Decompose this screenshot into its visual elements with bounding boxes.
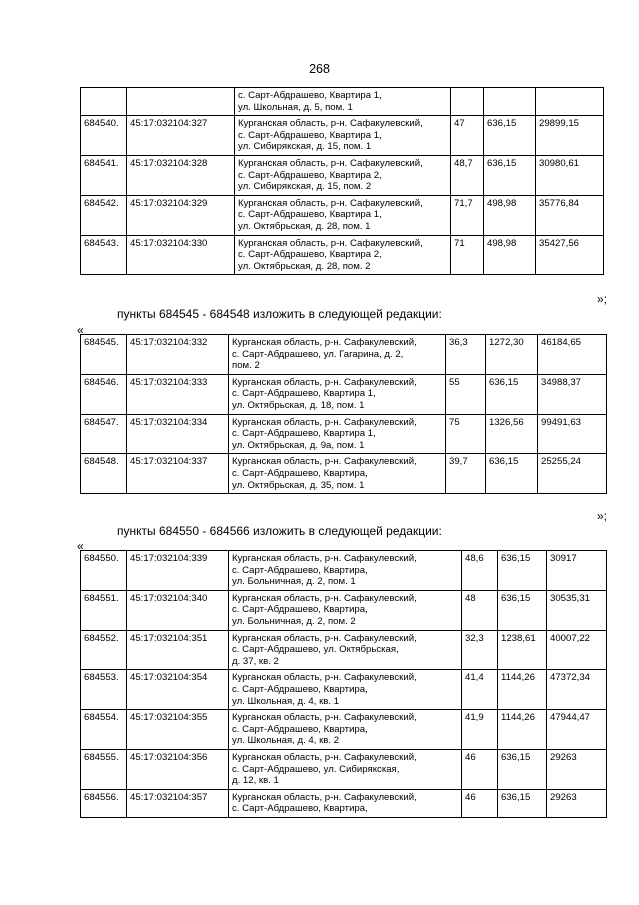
area-cell: 71,7 <box>451 195 484 235</box>
table-row <box>81 630 607 670</box>
row-number: 684547. <box>81 414 127 454</box>
row-number: 684548. <box>81 454 127 494</box>
value-cell: 30980,61 <box>536 155 604 195</box>
row-number: 684546. <box>81 374 127 414</box>
address-line: с. Сарт-Абдрашево, ул. Сибирякская, <box>232 763 400 775</box>
area-cell: 46 <box>462 749 498 789</box>
value-cell: 47372,34 <box>547 670 607 710</box>
address-line: пом. 2 <box>232 360 260 372</box>
row-number: 684551. <box>81 590 127 630</box>
area-cell: 48 <box>462 590 498 630</box>
amendment-paragraph: пункты 684550 - 684566 изложить в следующей редакции: <box>117 524 442 538</box>
page-number: 268 <box>309 62 330 76</box>
cadastral-number: 45:17:032104:333 <box>127 374 229 414</box>
rate-cell: 636,15 <box>486 374 538 414</box>
rate-cell: 1144,26 <box>498 670 547 710</box>
area-cell: 48,7 <box>451 155 484 195</box>
value-cell: 29263 <box>547 789 607 817</box>
row-number: 684553. <box>81 670 127 710</box>
row-number: 684541. <box>81 155 127 195</box>
table-row <box>81 590 607 630</box>
table-row <box>81 749 607 789</box>
cadastral-number: 45:17:032104:357 <box>127 789 229 817</box>
rate-cell: 1326,56 <box>486 414 538 454</box>
address-cell <box>229 335 446 375</box>
area-cell: 55 <box>446 374 486 414</box>
row-number: 684542. <box>81 195 127 235</box>
opening-quote: « <box>77 539 84 553</box>
value-cell <box>536 88 604 116</box>
address-line: ул. Сибирякская, д. 15, пом. 2 <box>238 181 372 193</box>
value-cell: 34988,37 <box>538 374 607 414</box>
area-cell: 41,9 <box>462 710 498 750</box>
value-cell: 25255,24 <box>538 454 607 494</box>
cadastral-number: 45:17:032104:328 <box>127 155 235 195</box>
cadastral-number: 45:17:032104:329 <box>127 195 235 235</box>
address-cell <box>229 630 462 670</box>
address-cell <box>235 155 451 195</box>
row-number: 684556. <box>81 789 127 817</box>
cadastral-number <box>127 88 235 116</box>
row-number <box>81 88 127 116</box>
rate-cell: 498,98 <box>484 195 536 235</box>
area-cell: 47 <box>451 116 484 156</box>
cadastral-number: 45:17:032104:332 <box>127 335 229 375</box>
address-line: с. Сарт-Абдрашево, Квартира 2, <box>238 169 382 181</box>
value-cell: 46184,65 <box>538 335 607 375</box>
address-line: Курганская область, р-н. Сафакулевский, <box>232 791 417 803</box>
address-cell <box>235 195 451 235</box>
address-line: ул. Октябрьская, д. 28, пом. 1 <box>238 220 371 232</box>
address-line: ул. Школьная, д. 5, пом. 1 <box>238 101 353 113</box>
closing-quote: »; <box>597 509 608 523</box>
cadastral-number: 45:17:032104:340 <box>127 590 229 630</box>
area-cell: 32,3 <box>462 630 498 670</box>
address-line: с. Сарт-Абдрашево, ул. Октябрьская, <box>232 644 399 656</box>
row-number: 684540. <box>81 116 127 156</box>
table-row <box>81 374 607 414</box>
area-cell: 41,4 <box>462 670 498 710</box>
value-cell: 35776,84 <box>536 195 604 235</box>
address-line: с. Сарт-Абдрашево, Квартира 1, <box>238 129 382 141</box>
address-line: с. Сарт-Абдрашево, Квартира, <box>232 723 368 735</box>
address-line: Курганская область, р-н. Сафакулевский, <box>232 592 417 604</box>
value-cell: 29899,15 <box>536 116 604 156</box>
value-cell: 30917 <box>547 551 607 591</box>
address-cell <box>229 414 446 454</box>
address-line: Курганская область, р-н. Сафакулевский, <box>232 672 417 684</box>
table-row <box>81 88 604 116</box>
address-line: ул. Школьная, д. 4, кв. 2 <box>232 735 340 747</box>
address-line: ул. Октябрьская, д. 18, пом. 1 <box>232 399 365 411</box>
address-line: с. Сарт-Абдрашево, Квартира 1, <box>238 90 382 101</box>
rate-cell: 636,15 <box>498 789 547 817</box>
value-cell: 47944,47 <box>547 710 607 750</box>
address-cell <box>229 454 446 494</box>
cadastral-number: 45:17:032104:351 <box>127 630 229 670</box>
area-cell: 48,6 <box>462 551 498 591</box>
address-line: Курганская область, р-н. Сафакулевский, <box>232 712 417 724</box>
table-row <box>81 789 607 817</box>
address-line: Курганская область, р-н. Сафакулевский, <box>232 376 417 388</box>
cadastral-number: 45:17:032104:334 <box>127 414 229 454</box>
value-cell: 40007,22 <box>547 630 607 670</box>
address-line: Курганская область, р-н. Сафакулевский, <box>238 197 423 209</box>
address-line: с. Сарт-Абдрашево, Квартира, <box>232 564 368 576</box>
table-row <box>81 195 604 235</box>
rate-cell: 1238,61 <box>498 630 547 670</box>
address-cell <box>235 88 451 116</box>
row-number: 684543. <box>81 235 127 275</box>
address-cell <box>229 374 446 414</box>
table-row <box>81 454 607 494</box>
address-cell <box>229 551 462 591</box>
address-line: ул. Больничная, д. 2, пом. 2 <box>232 615 356 627</box>
cadastral-number: 45:17:032104:355 <box>127 710 229 750</box>
rate-cell: 636,15 <box>498 590 547 630</box>
area-cell: 71 <box>451 235 484 275</box>
address-line: Курганская область, р-н. Сафакулевский, <box>232 632 417 644</box>
cadastral-number: 45:17:032104:330 <box>127 235 235 275</box>
area-cell: 39,7 <box>446 454 486 494</box>
row-number: 684552. <box>81 630 127 670</box>
row-number: 684545. <box>81 335 127 375</box>
rate-cell <box>484 88 536 116</box>
address-line: ул. Октябрьская, д. 9а, пом. 1 <box>232 439 365 451</box>
address-cell <box>235 116 451 156</box>
table-row <box>81 710 607 750</box>
rate-cell: 636,15 <box>486 454 538 494</box>
address-line: Курганская область, р-н. Сафакулевский, <box>232 456 417 468</box>
address-line: с. Сарт-Абдрашево, Квартира, <box>232 604 368 616</box>
value-cell: 30535,31 <box>547 590 607 630</box>
address-line: с. Сарт-Абдрашево, Квартира, <box>232 683 368 695</box>
cadastral-number: 45:17:032104:354 <box>127 670 229 710</box>
address-line: ул. Сибирякская, д. 15, пом. 1 <box>238 141 372 153</box>
address-line: с. Сарт-Абдрашево, ул. Гагарина, д. 2, <box>232 348 404 360</box>
cadastral-table-3 <box>80 550 607 818</box>
cadastral-number: 45:17:032104:339 <box>127 551 229 591</box>
cadastral-number: 45:17:032104:337 <box>127 454 229 494</box>
address-line: ул. Октябрьская, д. 35, пом. 1 <box>232 479 365 491</box>
row-number: 684550. <box>81 551 127 591</box>
table-row <box>81 335 607 375</box>
address-line: Курганская область, р-н. Сафакулевский, <box>238 237 423 249</box>
cadastral-number: 45:17:032104:356 <box>127 749 229 789</box>
address-line: д. 37, кв. 2 <box>232 655 279 667</box>
opening-quote: « <box>77 323 84 337</box>
address-line: Курганская область, р-н. Сафакулевский, <box>238 157 423 169</box>
rate-cell: 1272,30 <box>486 335 538 375</box>
rate-cell: 636,15 <box>498 749 547 789</box>
address-cell <box>235 235 451 275</box>
rate-cell: 636,15 <box>498 551 547 591</box>
rate-cell: 636,15 <box>484 155 536 195</box>
address-cell <box>229 670 462 710</box>
value-cell: 35427,56 <box>536 235 604 275</box>
address-cell <box>229 710 462 750</box>
address-line: ул. Октябрьская, д. 28, пом. 2 <box>238 260 371 272</box>
cadastral-table-1 <box>80 87 604 275</box>
address-cell <box>229 749 462 789</box>
address-line: с. Сарт-Абдрашево, Квартира, <box>232 803 368 815</box>
address-line: с. Сарт-Абдрашево, Квартира, <box>232 467 368 479</box>
amendment-paragraph: пункты 684545 - 684548 изложить в следующей редакции: <box>117 307 442 321</box>
address-line: д. 12, кв. 1 <box>232 775 279 787</box>
address-line: Курганская область, р-н. Сафакулевский, <box>232 751 417 763</box>
address-line: ул. Больничная, д. 2, пом. 1 <box>232 576 356 588</box>
address-line: с. Сарт-Абдрашево, Квартира 1, <box>232 388 376 400</box>
cadastral-number: 45:17:032104:327 <box>127 116 235 156</box>
address-line: Курганская область, р-н. Сафакулевский, <box>232 416 417 428</box>
area-cell: 46 <box>462 789 498 817</box>
rate-cell: 1144,26 <box>498 710 547 750</box>
table-row <box>81 155 604 195</box>
address-line: с. Сарт-Абдрашево, Квартира 2, <box>238 249 382 261</box>
table-row <box>81 235 604 275</box>
address-line: Курганская область, р-н. Сафакулевский, <box>232 553 417 564</box>
rate-cell: 636,15 <box>484 116 536 156</box>
area-cell <box>451 88 484 116</box>
address-line: Курганская область, р-н. Сафакулевский, <box>238 118 423 130</box>
address-line: Курганская область, р-н. Сафакулевский, <box>232 337 417 348</box>
table-row <box>81 116 604 156</box>
address-line: с. Сарт-Абдрашево, Квартира 1, <box>232 428 376 440</box>
table-row <box>81 670 607 710</box>
cadastral-table-2 <box>80 334 607 494</box>
closing-quote: »; <box>597 292 608 306</box>
address-line: ул. Школьная, д. 4, кв. 1 <box>232 695 340 707</box>
row-number: 684555. <box>81 749 127 789</box>
value-cell: 29263 <box>547 749 607 789</box>
address-cell <box>229 590 462 630</box>
area-cell: 36,3 <box>446 335 486 375</box>
address-line: с. Сарт-Абдрашево, Квартира 1, <box>238 209 382 221</box>
table-row <box>81 414 607 454</box>
address-cell <box>229 789 462 817</box>
table-row <box>81 551 607 591</box>
value-cell: 99491,63 <box>538 414 607 454</box>
area-cell: 75 <box>446 414 486 454</box>
row-number: 684554. <box>81 710 127 750</box>
rate-cell: 498,98 <box>484 235 536 275</box>
